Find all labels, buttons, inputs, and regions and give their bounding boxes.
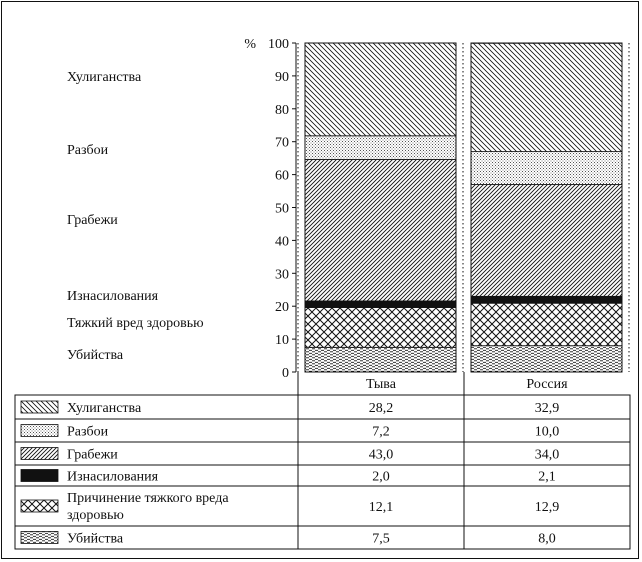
legend-label: Грабежи	[67, 447, 118, 463]
y-tick-label: 40	[275, 234, 289, 250]
legend-label: Убийства	[67, 531, 124, 547]
y-tick-label: 10	[275, 333, 289, 349]
legend-swatch	[21, 401, 58, 413]
side-label: Изнасилования	[67, 289, 159, 304]
bar-segment	[471, 303, 622, 345]
y-tick-label: 50	[275, 201, 289, 217]
y-tick-label: 30	[275, 267, 289, 283]
table-value-tyva: 43,0	[368, 447, 394, 463]
bar-segment	[305, 308, 456, 348]
legend-label: Разбои	[67, 424, 109, 440]
y-tick-label: 70	[275, 135, 289, 151]
bar-segment	[471, 43, 622, 151]
table-value-russia: 8,0	[538, 531, 556, 547]
y-tick-label: 100	[268, 37, 289, 52]
legend-swatch	[21, 448, 58, 460]
bar-segment	[471, 346, 622, 372]
table-value-tyva: 28,2	[368, 401, 394, 416]
side-label: Хулиганства	[67, 70, 142, 85]
table-value-russia: 32,9	[534, 401, 560, 416]
table-value-russia: 12,9	[534, 500, 560, 515]
side-label: Разбои	[67, 143, 109, 158]
y-axis-title: %	[244, 37, 256, 52]
legend-label: Изнасилования	[67, 469, 159, 485]
legend-swatch	[21, 500, 58, 512]
category-label: Россия	[526, 377, 568, 392]
bar-segment	[305, 43, 456, 136]
table-value-tyva: 7,5	[372, 531, 390, 547]
table-value-tyva: 2,0	[372, 469, 390, 485]
legend-swatch	[21, 470, 58, 482]
bar-segment	[305, 347, 456, 372]
y-tick-label: 90	[275, 69, 289, 85]
legend-swatch	[21, 532, 58, 544]
table-value-russia: 34,0	[534, 447, 560, 463]
bar-segment	[305, 159, 456, 300]
bar-segment	[471, 296, 622, 303]
table-value-tyva: 12,1	[368, 500, 394, 515]
bar-segment	[305, 136, 456, 160]
y-tick-label: 80	[275, 102, 289, 118]
side-label: Убийства	[67, 348, 124, 363]
category-label: Тыва	[366, 377, 396, 392]
side-label: Тяжкий вред здоровью	[67, 316, 204, 331]
table-value-russia: 10,0	[534, 424, 560, 440]
bar-segment	[471, 152, 622, 185]
y-tick-label: 60	[275, 168, 289, 184]
table-value-tyva: 7,2	[372, 424, 390, 440]
table-value-russia: 2,1	[538, 469, 556, 485]
bar-segment	[305, 301, 456, 308]
legend-label: Хулиганства	[67, 401, 142, 416]
legend-label: Причинение тяжкого вреда здоровью	[67, 491, 229, 523]
y-tick-label: 0	[282, 366, 289, 381]
y-tick-label: 20	[275, 300, 289, 316]
bar-segment	[471, 184, 622, 296]
side-label: Грабежи	[67, 213, 118, 228]
legend-swatch	[21, 425, 58, 437]
